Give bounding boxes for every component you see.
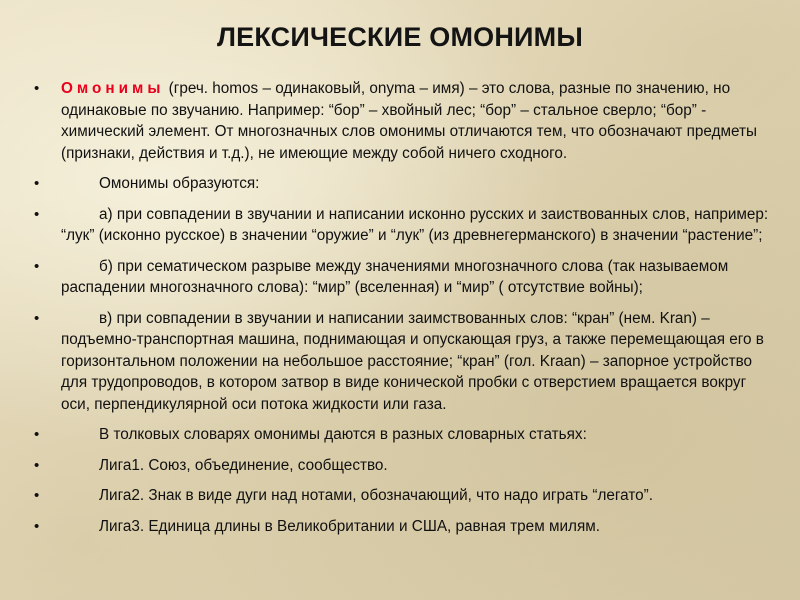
bullet-marker-icon: • [34,456,40,474]
bullet-dictionaries [34,424,774,446]
bullet-text: б) при сематическом разрыве между значениями многозначного слова (так называемом распадении многозначного слова): “мир” (вселенная) и “мир” ( отсутствие войны); [61,257,729,296]
bullet-liga-3 [34,516,774,538]
bullet-marker-icon: • [34,487,40,504]
bullet-marker-icon: • [34,80,40,97]
bullet-text: а) при совпадении в звучании и написании исконно русских и заиствованных слов, например: “лук” (исконно русское) в значении “оружие” и “лук” (из древнегерманского) в значении “растение”; [61,205,769,244]
bullet-text: Лига1. Союз, объединение, сообщество. [99,456,388,474]
definition-text: (греч. homos – одинаковый, onyma – имя) – это слова, разные по значению, но одинаковые по звучанию. Например: “бор” – хвойный лес; “бор” – стальное сверло; “бор” - химический элемент. От многозначных слов омонимы отличаются тем, что обозначают предметы (признаки, действия и т.д.), не имеющие между собой ничего сходного. [61,80,758,162]
bullet-text: В толковых словарях омонимы даются в разных словарных статьях: [99,426,587,443]
bullet-text [61,80,757,162]
bullet-formation-heading [34,173,774,195]
bullet-text: в) при совпадении в звучании и написании заимствованных слов: “кран” (нем. Kran) – подъемно-транспортная машина, поднимающая и опускающая груз, а также перемещающая его в горизонтальном положении на небольшое расстояние; “кран” (гол. Kraan) – запорное устройство для трудопроводов, в котором затвор в виде конической пробки с отверстием вращается вокруг оси, перпендикулярной оси потока жидкости или газа. [61,309,764,413]
bullet-definition [34,78,774,164]
bullet-marker-icon: • [34,175,40,192]
bullet-liga-1 [34,455,774,477]
bullet-list [34,78,774,546]
bullet-formation-a [34,204,774,247]
bullet-liga-2 [34,485,774,507]
bullet-text: Омонимы образуются: [99,175,260,192]
term-highlight: Омонимы [61,80,165,97]
bullet-formation-b [34,256,774,299]
bullet-text: Лига2. Знак в виде дуги над нотами, обозначающий, что надо играть “легато”. [99,487,654,504]
bullet-formation-c [34,308,774,416]
bullet-marker-icon: • [34,257,40,275]
bullet-text: Лига3. Единица длины в Великобритании и США, равная трем милям. [99,517,600,535]
bullet-marker-icon: • [34,517,40,535]
bullet-marker-icon: • [34,426,40,443]
bullet-marker-icon: • [34,309,40,327]
slide-title: ЛЕКСИЧЕСКИЕ ОМОНИМЫ [217,22,583,52]
bullet-marker-icon: • [34,205,40,223]
